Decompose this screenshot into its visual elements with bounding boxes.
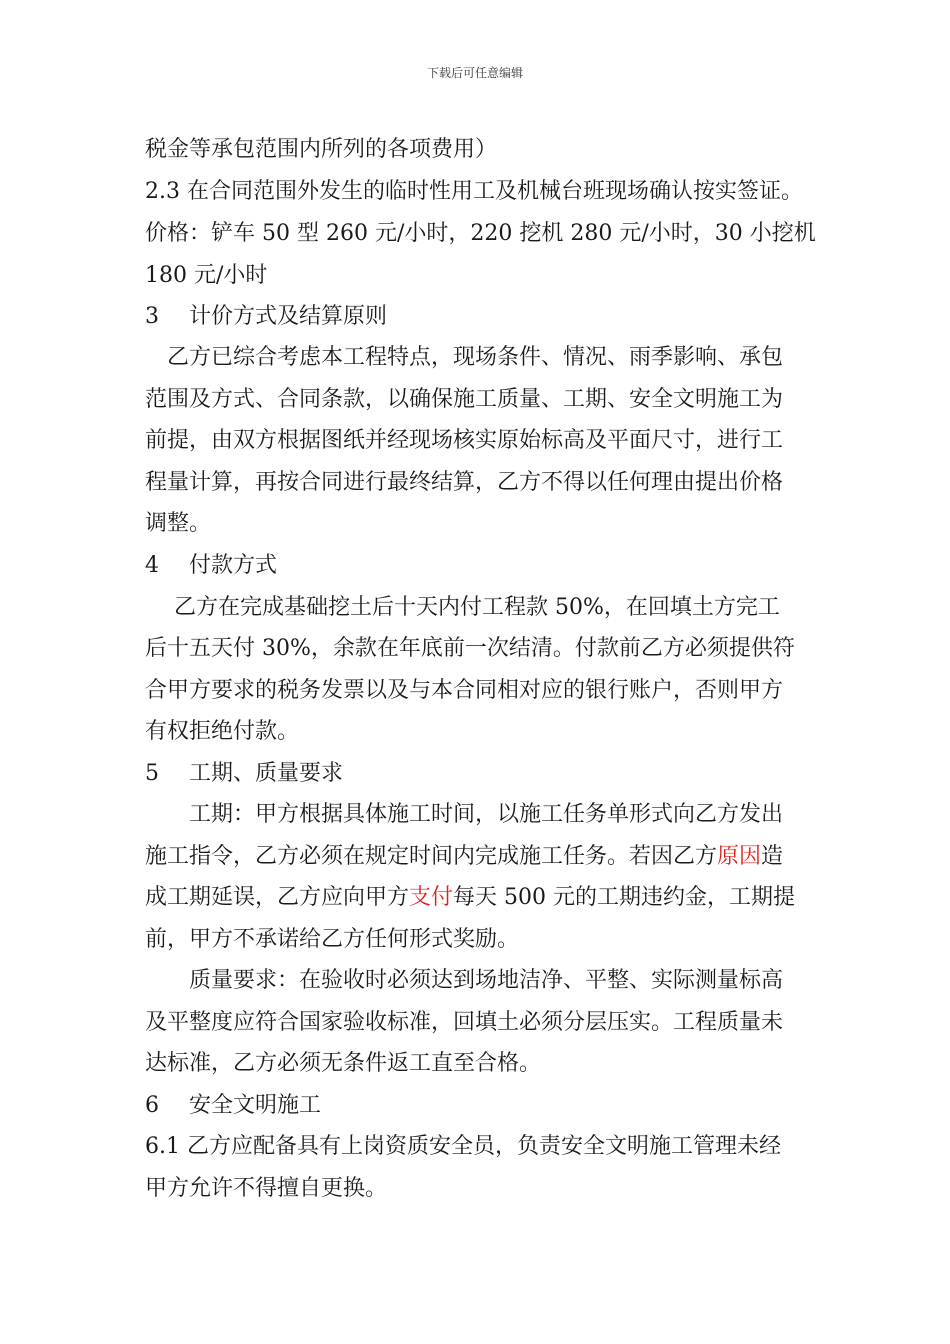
paragraph-line: 范围及方式、合同条款，以确保施工质量、工期、安全文明施工为 xyxy=(145,387,784,412)
paragraph-line: 前，甲方不承诺给乙方任何形式奖励。 xyxy=(145,927,520,952)
price-line-continued: 180 元/小时 xyxy=(145,263,268,288)
text-run: 每天 500 元的工期违约金，工期提 xyxy=(453,885,796,910)
section-number: 5 xyxy=(145,761,159,786)
paragraph-line: 前提，由双方根据图纸并经现场核实原始标高及平面尺寸，进行工 xyxy=(145,428,784,453)
price-line: 价格：铲车 50 型 260 元/小时，220 挖机 280 元/小时，30 小挖机 xyxy=(145,221,816,246)
page-header-note: 下载后可任意编辑 xyxy=(426,66,523,80)
paragraph-line: 质量要求：在验收时必须达到场地洁净、平整、实际测量标高 xyxy=(145,968,784,993)
section-title: 工期、质量要求 xyxy=(189,761,344,786)
section-4-heading xyxy=(145,551,277,581)
section-5-heading xyxy=(145,759,343,789)
section-3-heading xyxy=(145,302,387,332)
paragraph-line: 乙方在完成基础挖土后十天内付工程款 50%，在回填土方完工 xyxy=(145,595,780,620)
text-run: 施工指令，乙方必须在规定时间内完成施工任务。若因乙方 xyxy=(145,844,718,869)
section-title: 安全文明施工 xyxy=(189,1093,322,1118)
paragraph-line: 程量计算，再按合同进行最终结算，乙方不得以任何理由提出价格 xyxy=(145,470,784,495)
paragraph-line xyxy=(145,883,795,913)
paragraph-line: 调整。 xyxy=(145,511,212,536)
section-title: 计价方式及结算原则 xyxy=(189,304,388,329)
paragraph-line: 合甲方要求的税务发票以及与本合同相对应的银行账户，否则甲方 xyxy=(145,678,784,703)
paragraph-line: 达标准，乙方必须无条件返工直至合格。 xyxy=(145,1051,542,1076)
text-run: 造 xyxy=(761,844,784,869)
paragraph-line: 乙方已综合考虑本工程特点，现场条件、情况、雨季影响、承包 xyxy=(145,345,784,370)
paragraph-line: 工期：甲方根据具体施工时间，以施工任务单形式向乙方发出 xyxy=(145,802,784,827)
section-number: 6 xyxy=(145,1093,159,1118)
clause-2-3-line: 2.3 在合同范围外发生的临时性用工及机械台班现场确认按实签证。 xyxy=(145,179,803,204)
paragraph-line: 后十五天付 30%，余款在年底前一次结清。付款前乙方必须提供符 xyxy=(145,636,795,661)
section-number: 4 xyxy=(145,553,159,578)
text-run: 成工期延误，乙方应向甲方 xyxy=(145,885,410,910)
section-title: 付款方式 xyxy=(189,553,278,578)
paragraph-line xyxy=(145,842,783,872)
paragraph-line: 及平整度应符合国家验收标准，回填土必须分层压实。工程质量未 xyxy=(145,1010,784,1035)
section-number: 3 xyxy=(145,304,159,329)
paragraph-line: 有权拒绝付款。 xyxy=(145,719,300,744)
paragraph-line: 甲方允许不得擅自更换。 xyxy=(145,1176,388,1201)
section-6-heading xyxy=(145,1091,321,1121)
highlighted-text: 支付 xyxy=(409,885,454,910)
body-line: 税金等承包范围内所列的各项费用） xyxy=(145,137,498,162)
highlighted-text: 原因 xyxy=(717,844,762,869)
clause-6-1-line: 6.1 乙方应配备具有上岗资质安全员，负责安全文明施工管理未经 xyxy=(145,1134,781,1159)
